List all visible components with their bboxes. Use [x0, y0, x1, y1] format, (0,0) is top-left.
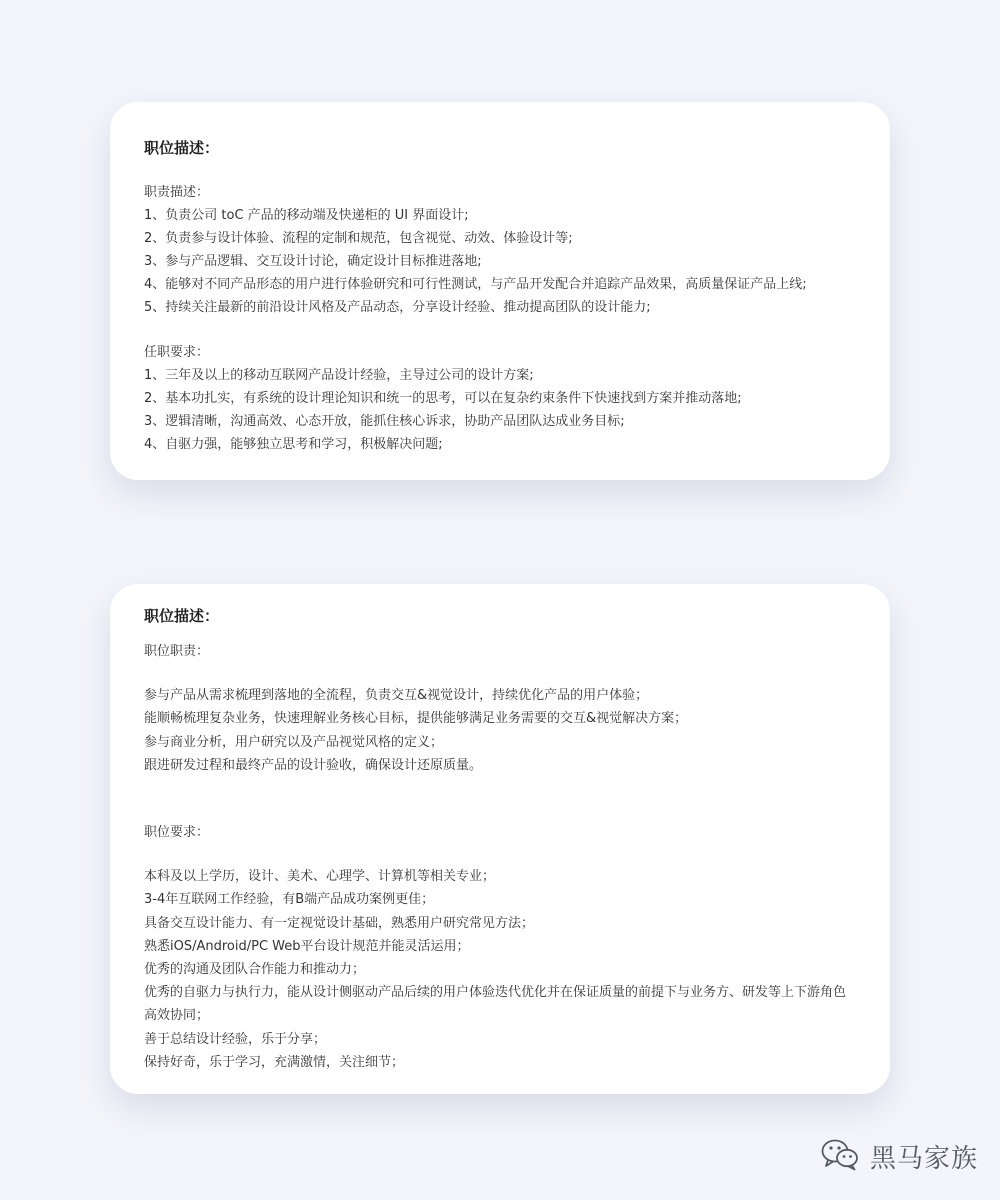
job-description-card-2 [110, 584, 890, 1094]
card-1-content [144, 136, 858, 456]
requirements-heading: 职位要求： [144, 825, 210, 841]
requirement-item: 具备交互设计能力、有一定视觉设计基础，熟悉用户研究常见方法； [144, 915, 535, 931]
requirement-item: 优秀的自驱力与执行力，能从设计侧驱动产品后续的用户体验迭代优化并在保证质量的前提下与业务方、研发等上下游角色高效协同； [144, 985, 847, 1024]
duty-item: 能顺畅梳理复杂业务，快速理解业务核心目标，提供能够满足业务需要的交互&视觉解决方案； [144, 711, 688, 727]
requirement-item: 4、自驱力强，能够独立思考和学习，积极解决问题; [144, 437, 443, 452]
responsibility-item: 4、能够对不同产品形态的用户进行体验研究和可行性测试，与产品开发配合并追踪产品效果，高质量保证产品上线; [144, 277, 807, 292]
requirement-item: 保持好奇，乐于学习，充满激情，关注细节； [144, 1054, 405, 1070]
responsibility-item: 3、参与产品逻辑、交互设计讨论，确定设计目标推进落地; [144, 254, 482, 269]
watermark-text: 黑马家族 [870, 1143, 979, 1174]
requirements-heading: 任职要求： [144, 345, 210, 360]
responsibilities-heading: 职责描述： [144, 185, 210, 200]
responsibility-item: 5、持续关注最新的前沿设计风格及产品动态，分享设计经验、推动提高团队的设计能力; [144, 300, 651, 315]
responsibility-item: 1、负责公司 toC 产品的移动端及快递柜的 UI 界面设计; [144, 208, 469, 223]
duty-item: 跟进研发过程和最终产品的设计验收，确保设计还原质量。 [144, 757, 483, 773]
requirement-item: 3、逻辑清晰，沟通高效、心态开放，能抓住核心诉求，协助产品团队达成业务目标; [144, 414, 625, 429]
duty-item: 参与产品从需求梳理到落地的全流程，负责交互&视觉设计，持续优化产品的用户体验； [144, 688, 649, 704]
requirement-item: 1、三年及以上的移动互联网产品设计经验，主导过公司的设计方案; [144, 368, 534, 383]
card-2-content [144, 604, 858, 1074]
card-1-title: 职位描述： [144, 139, 220, 157]
card-2-title: 职位描述： [144, 607, 220, 625]
watermark [820, 1138, 978, 1174]
duties-heading: 职位职责： [144, 644, 210, 659]
requirement-item: 善于总结设计经验，乐于分享； [144, 1031, 327, 1047]
job-description-card-1 [110, 102, 890, 480]
scroll-fade [110, 466, 890, 480]
requirement-item: 本科及以上学历，设计、美术、心理学、计算机等相关专业； [144, 869, 496, 885]
requirement-item: 优秀的沟通及团队合作能力和推动力； [144, 962, 366, 978]
duty-item: 参与商业分析，用户研究以及产品视觉风格的定义； [144, 734, 444, 750]
requirement-item: 熟悉iOS/Android/PC Web平台设计规范并能灵活运用； [144, 938, 470, 954]
responsibility-item: 2、负责参与设计体验、流程的定制和规范，包含视觉、动效、体验设计等; [144, 231, 573, 246]
requirement-item: 2、基本功扎实，有系统的设计理论知识和统一的思考，可以在复杂约束条件下快速找到方案并推动落地; [144, 391, 742, 406]
wechat-icon [820, 1137, 860, 1175]
requirement-item: 3-4年互联网工作经验，有B端产品成功案例更佳； [144, 892, 435, 908]
